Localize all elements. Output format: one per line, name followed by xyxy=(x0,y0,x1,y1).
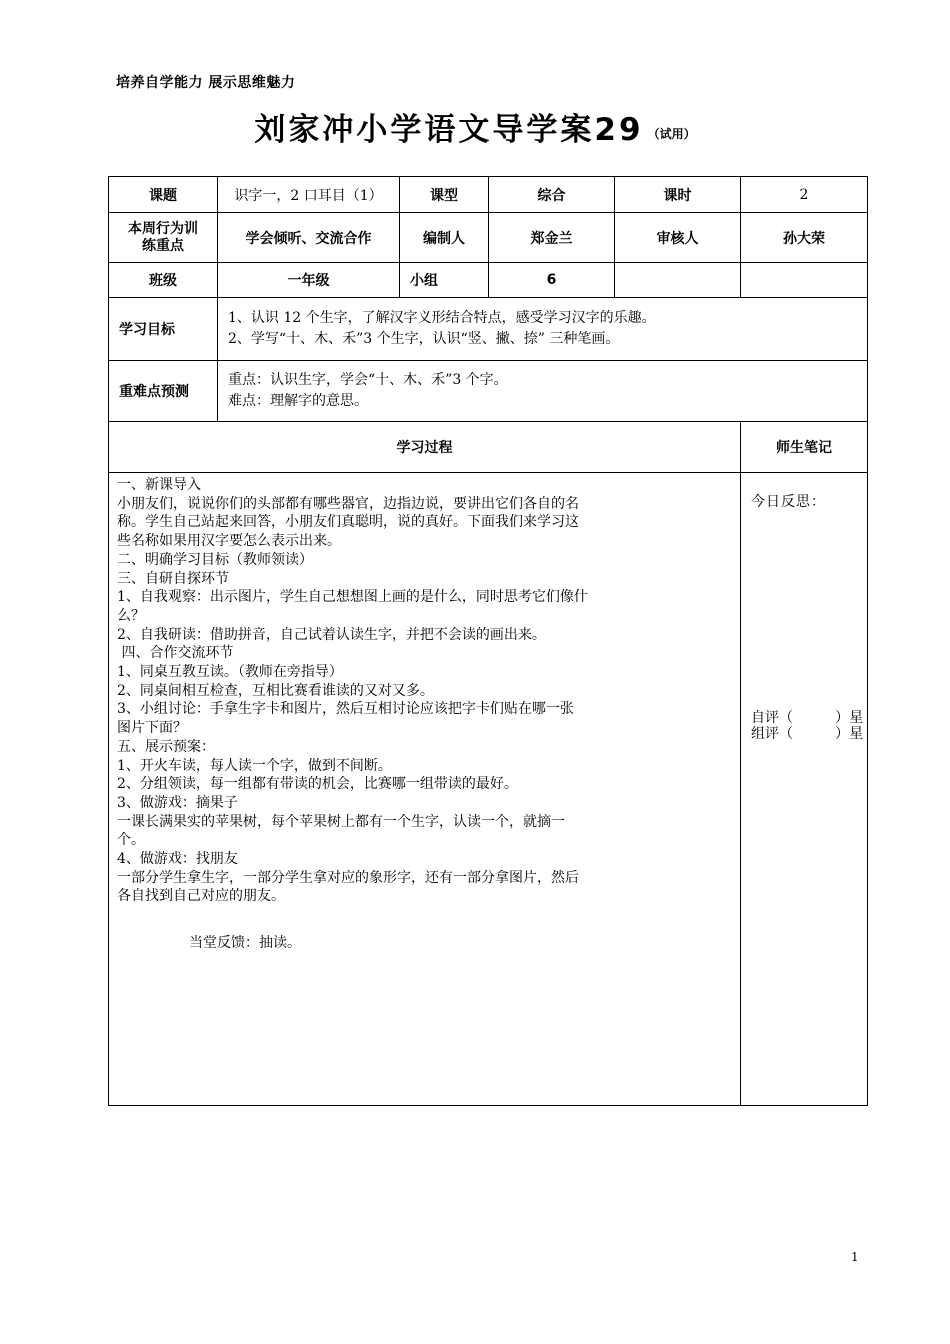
process-line: 4、做游戏：找朋友 xyxy=(117,851,238,868)
ratings xyxy=(751,710,863,742)
process-line: 么？ xyxy=(117,607,145,624)
row-topic xyxy=(109,177,868,213)
process-line: 五、展示预案： xyxy=(117,738,215,755)
type-label: 课型 xyxy=(400,177,489,213)
classroom-feedback: 当堂反馈：抽读。 xyxy=(189,935,301,952)
objective-line: 2、学写“十、木、禾”3 个生字，认识“竖、撇、捺” 三种笔画。 xyxy=(228,331,620,347)
process-line: 1、自我观察：出示图片，学生自己想想图上画的是什么，同时思考它们像什 xyxy=(117,589,588,606)
process-line: 一、新课导入 xyxy=(117,477,201,493)
key-points-label: 重难点预测 xyxy=(109,361,218,422)
author-value: 郑金兰 xyxy=(489,213,615,263)
class-value: 一年级 xyxy=(218,263,400,298)
author-label: 编制人 xyxy=(400,213,489,263)
group-label: 小组 xyxy=(400,263,489,298)
objective-line: 1、认识 12 个生字，了解汉字义形结合特点，感受学习汉字的乐趣。 xyxy=(228,310,656,326)
slogan: 培养自学能力 展示思维魅力 xyxy=(116,75,296,91)
process-line: 2、同桌间相互检查，互相比赛看谁读的又对又多。 xyxy=(117,682,434,699)
focus-value: 学会倾听、交流合作 xyxy=(218,213,400,263)
key-points-content xyxy=(218,361,868,422)
process-header: 学习过程 xyxy=(109,422,741,473)
key-point-line: 重点：认识生字，学会“十、木、禾”3 个字。 xyxy=(228,372,508,388)
reviewer-label: 审核人 xyxy=(615,213,741,263)
row-process-body xyxy=(109,473,868,1106)
topic-value: 识字一，2 口耳目（1） xyxy=(218,177,400,213)
self-rating: 自评（ ）星 xyxy=(751,710,864,726)
process-line: 一部分学生拿生字，一部分学生拿对应的象形字，还有一部分拿图片，然后 xyxy=(117,869,579,886)
process-line: 个。 xyxy=(117,832,145,849)
objectives-content xyxy=(218,298,868,361)
process-line: 1、开火车读，每人读一个字，做到不间断。 xyxy=(117,757,392,774)
title-main: 刘家冲小学语文导学案29 xyxy=(254,112,644,148)
row-class xyxy=(109,263,868,298)
title-note: （试用） xyxy=(647,127,696,141)
process-line: 四、合作交流环节 xyxy=(117,645,234,662)
process-line: 1、同桌互教互读。（教师在旁指导） xyxy=(117,664,343,681)
process-line: 称。学生自己站起来回答，小朋友们真聪明，说的真好。下面我们来学习这 xyxy=(117,514,579,531)
process-content xyxy=(109,473,741,1106)
type-value: 综合 xyxy=(489,177,615,213)
page-title xyxy=(0,104,950,149)
process-line: 3、做游戏：摘果子 xyxy=(117,794,238,811)
row-focus xyxy=(109,213,868,263)
hours-value: 2 xyxy=(741,177,868,213)
process-line: 三、自研自探环节 xyxy=(117,570,229,587)
objectives-label: 学习目标 xyxy=(109,298,218,361)
reviewer-value: 孙大荣 xyxy=(741,213,868,263)
key-point-line: 难点：理解字的意思。 xyxy=(228,393,368,409)
process-line: 小朋友们，说说你们的头部都有哪些器官，边指边说，要讲出它们各自的名 xyxy=(117,495,579,512)
group-value: 6 xyxy=(489,263,615,298)
process-line: 一课长满果实的苹果树，每个苹果树上都有一个生字，认读一个，就摘一 xyxy=(117,813,565,830)
process-line: 2、分组领读，每一组都有带读的机会，比赛哪一组带读的最好。 xyxy=(117,776,518,793)
hours-label: 课时 xyxy=(615,177,741,213)
empty-cell xyxy=(741,263,868,298)
process-line: 各自找到自己对应的朋友。 xyxy=(117,888,285,905)
topic-label: 课题 xyxy=(109,177,218,213)
notes-content xyxy=(741,473,868,1106)
lesson-plan-table xyxy=(108,176,868,1106)
group-rating: 组评（ ）星 xyxy=(751,726,864,742)
focus-label: 本周行为训练重点 xyxy=(109,213,218,263)
process-line: 图片下面？ xyxy=(117,720,187,737)
process-line: 3、小组讨论：手拿生字卡和图片，然后互相讨论应该把字卡们贴在哪一张 xyxy=(117,701,574,718)
page-number: 1 xyxy=(851,1250,859,1264)
class-label: 班级 xyxy=(109,263,218,298)
row-process-header xyxy=(109,422,868,473)
row-key-points xyxy=(109,361,868,422)
reflection-label: 今日反思： xyxy=(751,494,826,510)
process-line: 2、自我研读：借助拼音，自己试着认读生字，并把不会读的画出来。 xyxy=(117,626,546,643)
notes-header: 师生笔记 xyxy=(741,422,868,473)
row-objectives xyxy=(109,298,868,361)
process-line: 些名称如果用汉字要怎么表示出来。 xyxy=(117,533,341,550)
empty-cell xyxy=(615,263,741,298)
process-line: 二、明确学习目标（教师领读） xyxy=(117,551,313,568)
